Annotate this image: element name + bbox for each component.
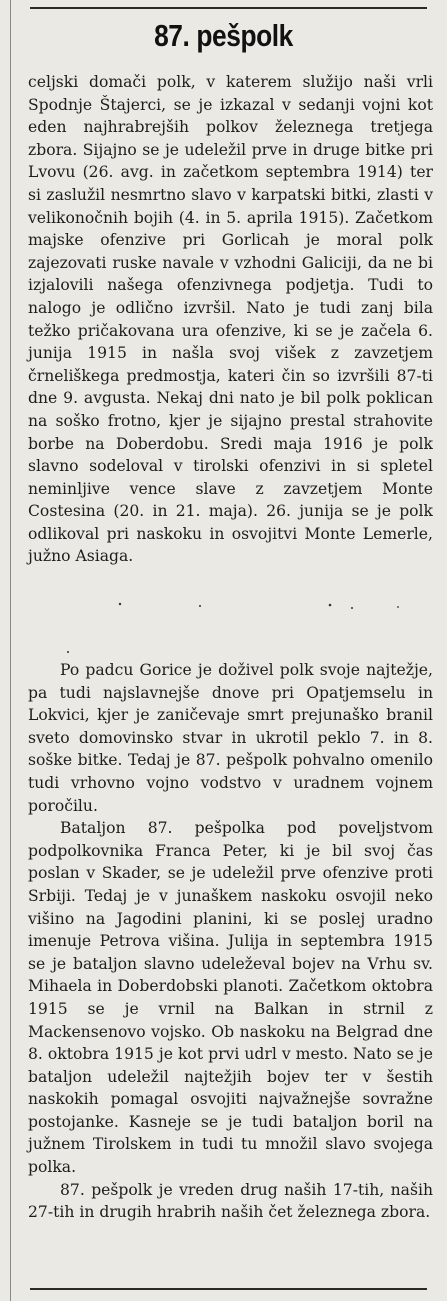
print-specks: [0, 600, 447, 660]
article-paragraph-2: Po padcu Gorice je doživel polk svoje najtežje, pa tudi najslavnejše dnove pri Opatjemselu in Lokvici, kjer je zaničevaje smrt prejunaško branil sveto domovinsko stvar in ukrotil peklo 7. in 8. soške bitke. Tedaj je 87. pešpolk pohvalno omenilo tudi vrhovno vojno vodstvo v uradnem vojnem poročilu.: [28, 661, 433, 815]
article-title: 87. pešpolk: [154, 18, 293, 53]
article-paragraph-3: Bataljon 87. pešpolka pod poveljstvom podpolkovnika Franca Peter, ki je bil svoj čas poslan v Skader, se je udeležil prve ofenzive proti Srbiji. Tedaj je v junaškem naskoku osvojil neko višino na Jagodini planini, ki se poslej uradno imenuje Petrova višina. Julija in septembra 1915 se je bataljon slavno udeleževal bojev na Vrhu sv. Mihaela in Doberdobski planoti. Začetkom oktobra 1915 se je vrnil na Balkan in strnil z Mackensenovo vojsko. Ob naskoku na Belgrad dne 8. oktobra 1915 je kot prvi udrl v mesto. Nato se je bataljon udeležil najtežjih bojev ter v šestih naskokih pomagal osvojiti najvažnejše sovražne postojanke. Kasneje se je tudi bataljon boril na južnem Tirolskem in tudi tu množil slavo svojega polka.: [28, 819, 433, 1177]
article-paragraph-4: 87. pešpolk je vreden drug naših 17-tih, naših 27-tih in drugih hrabrih naših čet železnega zbora.: [28, 1180, 433, 1222]
article-body-second: [28, 659, 433, 1224]
article-body-first: [28, 71, 433, 568]
bottom-rule: [30, 1288, 427, 1290]
article-paragraph-1: celjski domači polk, v katerem služijo naši vrli Spodnje Štajerci, se je izkazal v sedanji vojni kot eden najhrabrejših polkov železnega tretjega zbora. Sijajno se je udeležil prve in druge bitke pri Lvovu (26. avg. in začetkom septembra 1914) ter si zaslužil nesmrtno slavo v karpatski bitki, zlasti v velikonočnih bojih (4. in 5. aprila 1915). Začetkom majske ofenzive pri Gorlicah je moral polk zajezovati ruske navale v vzhodni Galiciji, da ne bi izjalovili našega ofenzivnega podjetja. Tudi to nalogo je odlično izvršil. Nato je tudi zanj bila težko pričakovana ura ofenzive, ki se je začela 6. junija 1915 in našla svoj višek z zavzetjem črneliškega predmostja, kateri čin so izvršili 87-ti dne 9. avgusta. Nekaj dni nato je bil polk poklican na soško frotno, kjer je sijajno prestal strahovite borbe na Doberdobu. Sredi maja 1916 je polk slavno sodeloval v tirolski ofenzivi in si spletel neminljive vence slave z zavzetjem Monte Costesina (20. in 21. maja). 26. junija se je polk odlikoval pri naskoku in osvojitvi Monte Lemerle, južno Asiaga.: [28, 73, 433, 566]
top-rule: [30, 7, 427, 9]
